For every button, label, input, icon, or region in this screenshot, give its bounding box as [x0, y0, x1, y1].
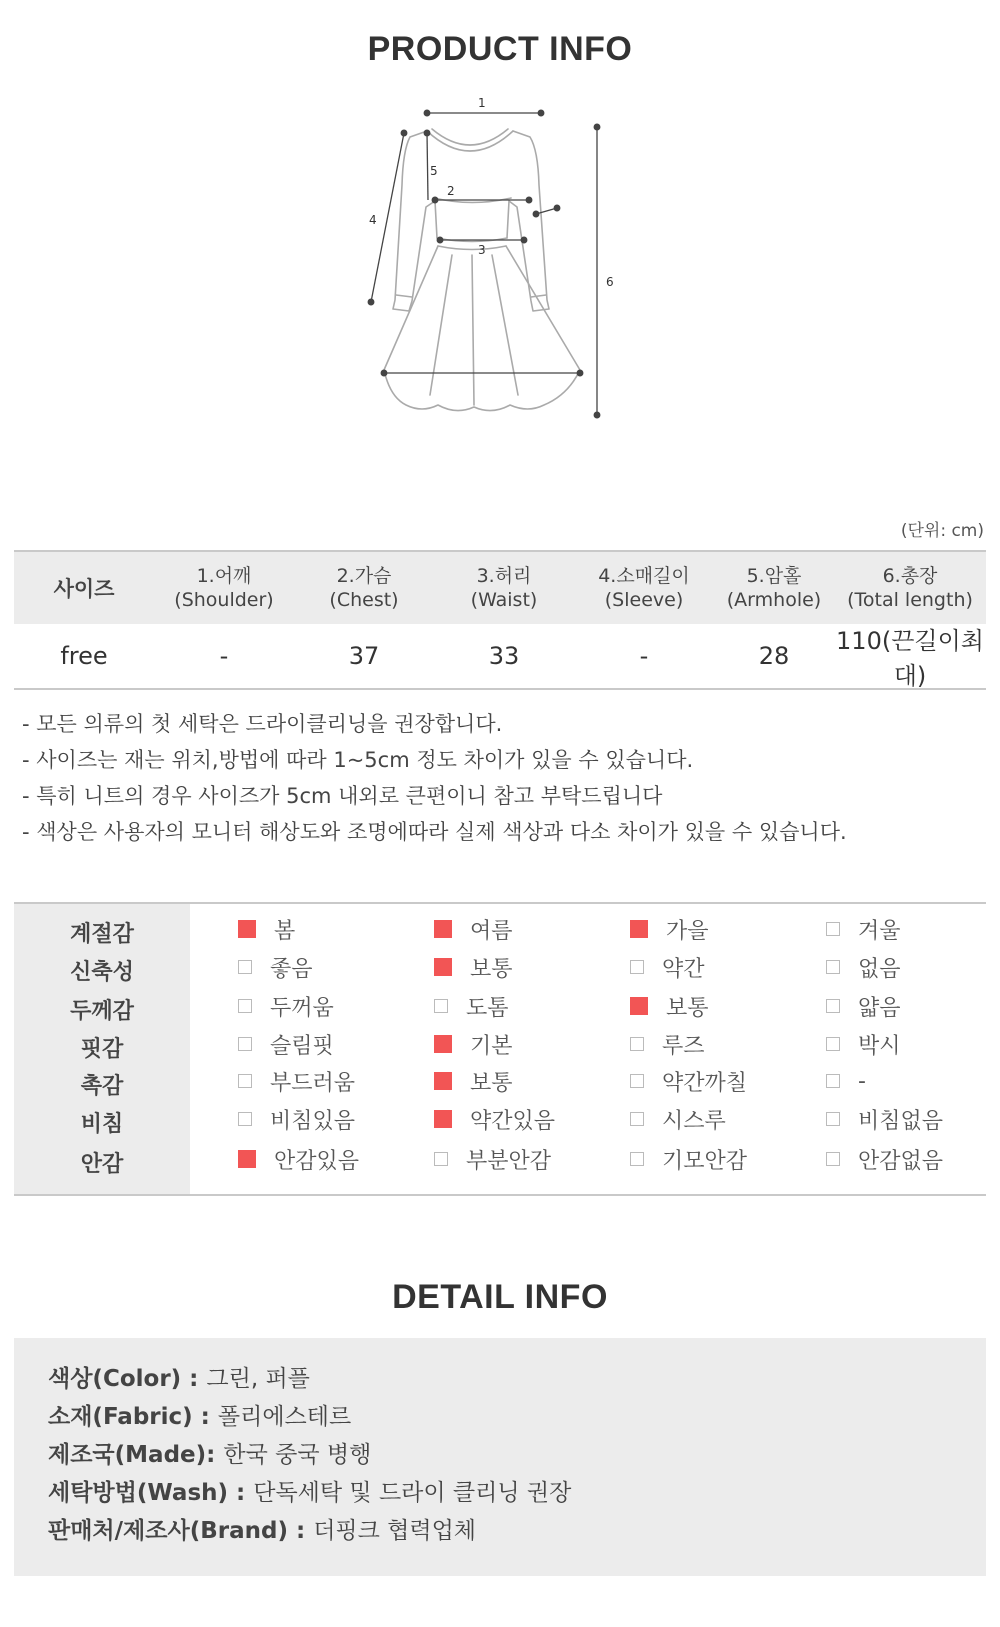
dim-label-2: 2 — [447, 184, 455, 198]
unchecked-box-icon — [826, 1152, 840, 1166]
dim-label-5: 5 — [430, 164, 438, 178]
checked-box-icon — [434, 1035, 452, 1053]
attribute-option — [238, 1144, 359, 1174]
unchecked-box-icon — [826, 922, 840, 936]
dim-label-6: 6 — [606, 275, 614, 289]
cell-sleeve: - — [639, 642, 649, 670]
detail-value: 그린, 퍼플 — [206, 1366, 310, 1392]
attribute-option — [826, 1104, 943, 1134]
header-sleeve: 4.소매길이 (Sleeve) — [598, 565, 690, 611]
attribute-option-label: - — [858, 1068, 866, 1094]
attribute-table — [14, 902, 986, 1196]
checked-box-icon — [238, 1150, 256, 1168]
attribute-option-label: 시스루 — [662, 1108, 726, 1134]
attribute-label: 비침 — [80, 1112, 124, 1137]
unchecked-box-icon — [826, 1037, 840, 1051]
attribute-option-label: 봄 — [274, 918, 296, 944]
attribute-option-label: 보통 — [470, 1070, 513, 1096]
detail-key: 제조국(Made): — [48, 1442, 224, 1468]
attribute-option — [238, 991, 334, 1021]
checked-box-icon — [238, 920, 256, 938]
size-table — [14, 550, 986, 690]
detail-value: 폴리에스테르 — [217, 1404, 352, 1430]
attribute-option — [434, 914, 513, 944]
attribute-option — [826, 991, 901, 1021]
attribute-option-label: 안감없음 — [858, 1148, 944, 1174]
size-table-header — [14, 552, 986, 624]
attribute-option — [238, 1066, 355, 1096]
unchecked-box-icon — [238, 1074, 252, 1088]
attribute-option — [630, 952, 705, 982]
attribute-option-label: 두꺼움 — [270, 995, 334, 1021]
detail-key: 소재(Fabric) : — [48, 1404, 218, 1430]
checked-box-icon — [434, 958, 452, 976]
unchecked-box-icon — [630, 1074, 644, 1088]
attribute-option — [630, 1066, 747, 1096]
cell-total-length: 110(끈길이최대) — [836, 627, 984, 690]
attribute-option-label: 얇음 — [858, 995, 901, 1021]
unchecked-box-icon — [630, 1037, 644, 1051]
attribute-option-label: 비침없음 — [858, 1108, 944, 1134]
attribute-option — [826, 1066, 866, 1096]
attribute-label: 핏감 — [80, 1037, 124, 1062]
header-total-length: 6.총장 (Total length) — [847, 565, 973, 611]
unchecked-box-icon — [238, 1037, 252, 1051]
unchecked-box-icon — [238, 999, 252, 1013]
detail-info-title: DETAIL INFO — [392, 1278, 608, 1316]
attribute-option-label: 약간 — [662, 956, 705, 982]
attribute-option-label: 가을 — [666, 918, 709, 944]
product-info-title: PRODUCT INFO — [367, 30, 633, 68]
cell-shoulder: - — [219, 642, 229, 670]
attribute-option-label: 박시 — [858, 1033, 901, 1059]
detail-line — [48, 1512, 476, 1545]
attribute-option-label: 안감있음 — [274, 1148, 360, 1174]
attribute-option — [434, 991, 509, 1021]
attribute-option-label: 여름 — [470, 918, 513, 944]
unchecked-box-icon — [238, 1112, 252, 1126]
detail-line — [48, 1360, 310, 1393]
attribute-option — [630, 1144, 747, 1174]
attribute-option-label: 없음 — [858, 956, 901, 982]
unchecked-box-icon — [434, 999, 448, 1013]
attribute-option-label: 약간까칠 — [662, 1070, 748, 1096]
note-line: - 특히 니트의 경우 사이즈가 5cm 내외로 큰편이니 참고 부탁드립니다 — [22, 784, 663, 808]
attribute-option-label: 루즈 — [662, 1033, 705, 1059]
attribute-option — [630, 1104, 726, 1134]
care-notes — [22, 706, 847, 850]
dress-measurement-diagram — [360, 95, 640, 440]
unchecked-box-icon — [826, 999, 840, 1013]
attribute-option-label: 기모안감 — [662, 1148, 748, 1174]
attribute-option — [434, 1066, 513, 1096]
detail-key: 색상(Color) : — [48, 1366, 207, 1392]
unchecked-box-icon — [238, 960, 252, 974]
unchecked-box-icon — [630, 1152, 644, 1166]
detail-key: 판매처/제조사(Brand) : — [48, 1518, 314, 1544]
attribute-option — [238, 952, 313, 982]
attribute-option-label: 좋음 — [270, 956, 313, 982]
unit-note: (단위: cm) — [900, 521, 984, 541]
unchecked-box-icon — [434, 1152, 448, 1166]
attribute-label-column — [14, 904, 190, 1194]
attribute-option-label: 부드러움 — [270, 1070, 356, 1096]
unchecked-box-icon — [826, 1112, 840, 1126]
attribute-option — [826, 914, 901, 944]
dim-label-3: 3 — [478, 243, 486, 257]
attribute-option — [434, 1029, 513, 1059]
unchecked-box-icon — [630, 960, 644, 974]
detail-line — [48, 1398, 351, 1431]
attribute-option-label: 부분안감 — [466, 1148, 552, 1174]
attribute-option — [434, 1144, 551, 1174]
dim-label-4: 4 — [369, 213, 377, 227]
attribute-option — [238, 1029, 334, 1059]
attribute-option-label: 약간있음 — [470, 1108, 556, 1134]
attribute-option — [238, 1104, 355, 1134]
cell-chest: 37 — [348, 642, 380, 670]
attribute-option-label: 슬림핏 — [270, 1033, 334, 1059]
attribute-label: 계절감 — [70, 922, 134, 947]
header-waist: 3.허리 (Waist) — [470, 565, 538, 611]
unchecked-box-icon — [826, 1074, 840, 1088]
detail-line — [48, 1474, 571, 1507]
header-armhole: 5.암홀 (Armhole) — [726, 565, 822, 611]
attribute-option-label: 보통 — [666, 995, 709, 1021]
note-line: - 사이즈는 재는 위치,방법에 따라 1~5cm 정도 차이가 있을 수 있습니다. — [22, 748, 694, 772]
attribute-option — [826, 1144, 943, 1174]
header-chest: 2.가슴 (Chest) — [329, 565, 399, 611]
unchecked-box-icon — [630, 1112, 644, 1126]
detail-info-box — [14, 1338, 986, 1576]
attribute-option-label: 기본 — [470, 1033, 513, 1059]
checked-box-icon — [630, 920, 648, 938]
attribute-option — [434, 952, 513, 982]
note-line: - 모든 의류의 첫 세탁은 드라이클리닝을 권장합니다. — [22, 712, 503, 736]
attribute-label: 신축성 — [70, 960, 134, 985]
checked-box-icon — [434, 1072, 452, 1090]
attribute-option-label: 도톰 — [466, 995, 509, 1021]
attribute-option — [238, 914, 295, 944]
attribute-label: 두께감 — [70, 999, 134, 1024]
attribute-option — [630, 991, 709, 1021]
attribute-option-label: 비침있음 — [270, 1108, 356, 1134]
checked-box-icon — [434, 920, 452, 938]
cell-armhole: 28 — [758, 642, 790, 670]
cell-size: free — [60, 642, 108, 670]
detail-key: 세탁방법(Wash) : — [48, 1480, 254, 1506]
detail-value: 더핑크 협력업체 — [313, 1518, 477, 1544]
dim-label-1: 1 — [478, 96, 486, 110]
detail-line — [48, 1436, 371, 1469]
attribute-option — [826, 1029, 901, 1059]
detail-value: 단독세탁 및 드라이 클리닝 권장 — [253, 1480, 572, 1506]
unchecked-box-icon — [826, 960, 840, 974]
attribute-option — [434, 1104, 555, 1134]
table-row — [14, 624, 986, 688]
header-size: 사이즈 — [53, 577, 115, 601]
attribute-option-label: 겨울 — [858, 918, 901, 944]
attribute-option — [630, 914, 709, 944]
attribute-label: 안감 — [80, 1152, 124, 1177]
checked-box-icon — [434, 1110, 452, 1128]
attribute-option — [630, 1029, 705, 1059]
checked-box-icon — [630, 997, 648, 1015]
header-shoulder: 1.어깨 (Shoulder) — [174, 565, 274, 611]
attribute-option — [826, 952, 901, 982]
attribute-label: 촉감 — [80, 1074, 124, 1099]
cell-waist: 33 — [488, 642, 520, 670]
detail-value: 한국 중국 병행 — [223, 1442, 372, 1468]
note-line: - 색상은 사용자의 모니터 해상도와 조명에따라 실제 색상과 다소 차이가 있을 수 있습니다. — [22, 820, 847, 844]
attribute-option-label: 보통 — [470, 956, 513, 982]
